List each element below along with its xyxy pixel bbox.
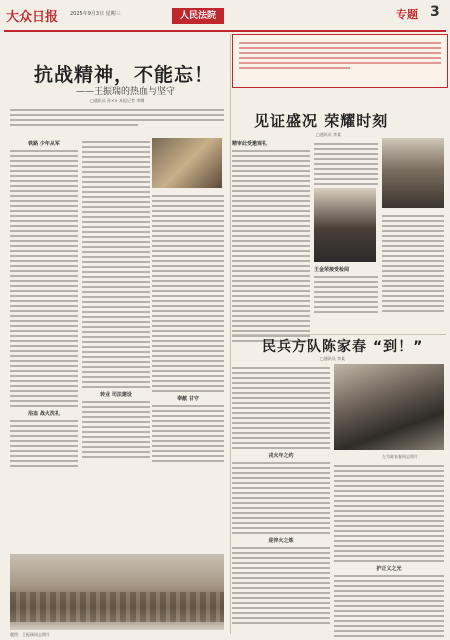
article-byline: □通讯员 孙×× 本报记者 李娜: [90, 98, 145, 103]
memorial-photo: [10, 554, 224, 630]
section-heading: 精审此受邀观礼: [232, 141, 268, 147]
article-title: 民兵方队陈家春 “到！”: [262, 339, 424, 355]
text-column-1: [232, 140, 310, 345]
section-heading: 王金荣接受检阅: [314, 267, 350, 273]
portrait-photo: [152, 138, 222, 188]
article-byline: □通讯员 李某: [316, 132, 342, 137]
section-heading: 浴血 战火洗礼: [28, 411, 60, 417]
article-title: 抗战精神，不能忘！: [34, 64, 215, 86]
text-column-2: [82, 138, 150, 461]
intro-box: [232, 34, 448, 88]
article-byline: □通讯员 李某: [320, 356, 346, 361]
photo-caption: 题图：王振瑞同志照片: [10, 632, 50, 637]
section-tag: 人民法院: [172, 8, 224, 24]
text-column-4: [382, 212, 444, 315]
page-number: 3: [430, 4, 440, 20]
photo-caption: 左为陈家春同志照片: [382, 454, 418, 459]
section-heading: 奉献 甘守: [177, 396, 199, 402]
section-heading: 转业 司法建设: [100, 392, 132, 398]
veteran-photo: [382, 138, 444, 208]
column-divider: [230, 34, 231, 634]
article-militia: [232, 336, 446, 636]
newspaper-logo: 大众日报: [6, 10, 59, 25]
article-ceremony: [232, 34, 446, 334]
section-label: 专题: [396, 8, 418, 21]
text-column-1: [232, 364, 330, 627]
text-column-2: [314, 140, 378, 188]
article-main: [6, 34, 228, 634]
issue-date: 2025年9月3日 星期三: [70, 11, 121, 17]
text-column-1: [10, 138, 78, 470]
masthead: [4, 4, 446, 32]
article-subtitle: ——王振瑞的热血与坚守: [76, 87, 176, 97]
text-column-3: [314, 266, 378, 316]
section-heading: 铁路 少年从军: [28, 141, 60, 147]
article-title: 见证盛况 荣耀时刻: [254, 112, 389, 130]
section-heading: 护正义之光: [376, 566, 402, 572]
section-heading: 迎淬火之炼: [268, 538, 294, 544]
militia-photo: [334, 364, 444, 450]
text-column-3: [152, 192, 224, 465]
text-column-2: [334, 462, 444, 640]
section-heading: 戎火年之约: [268, 453, 294, 459]
article-lead: [10, 106, 224, 138]
judge-portrait-photo: [314, 188, 376, 262]
